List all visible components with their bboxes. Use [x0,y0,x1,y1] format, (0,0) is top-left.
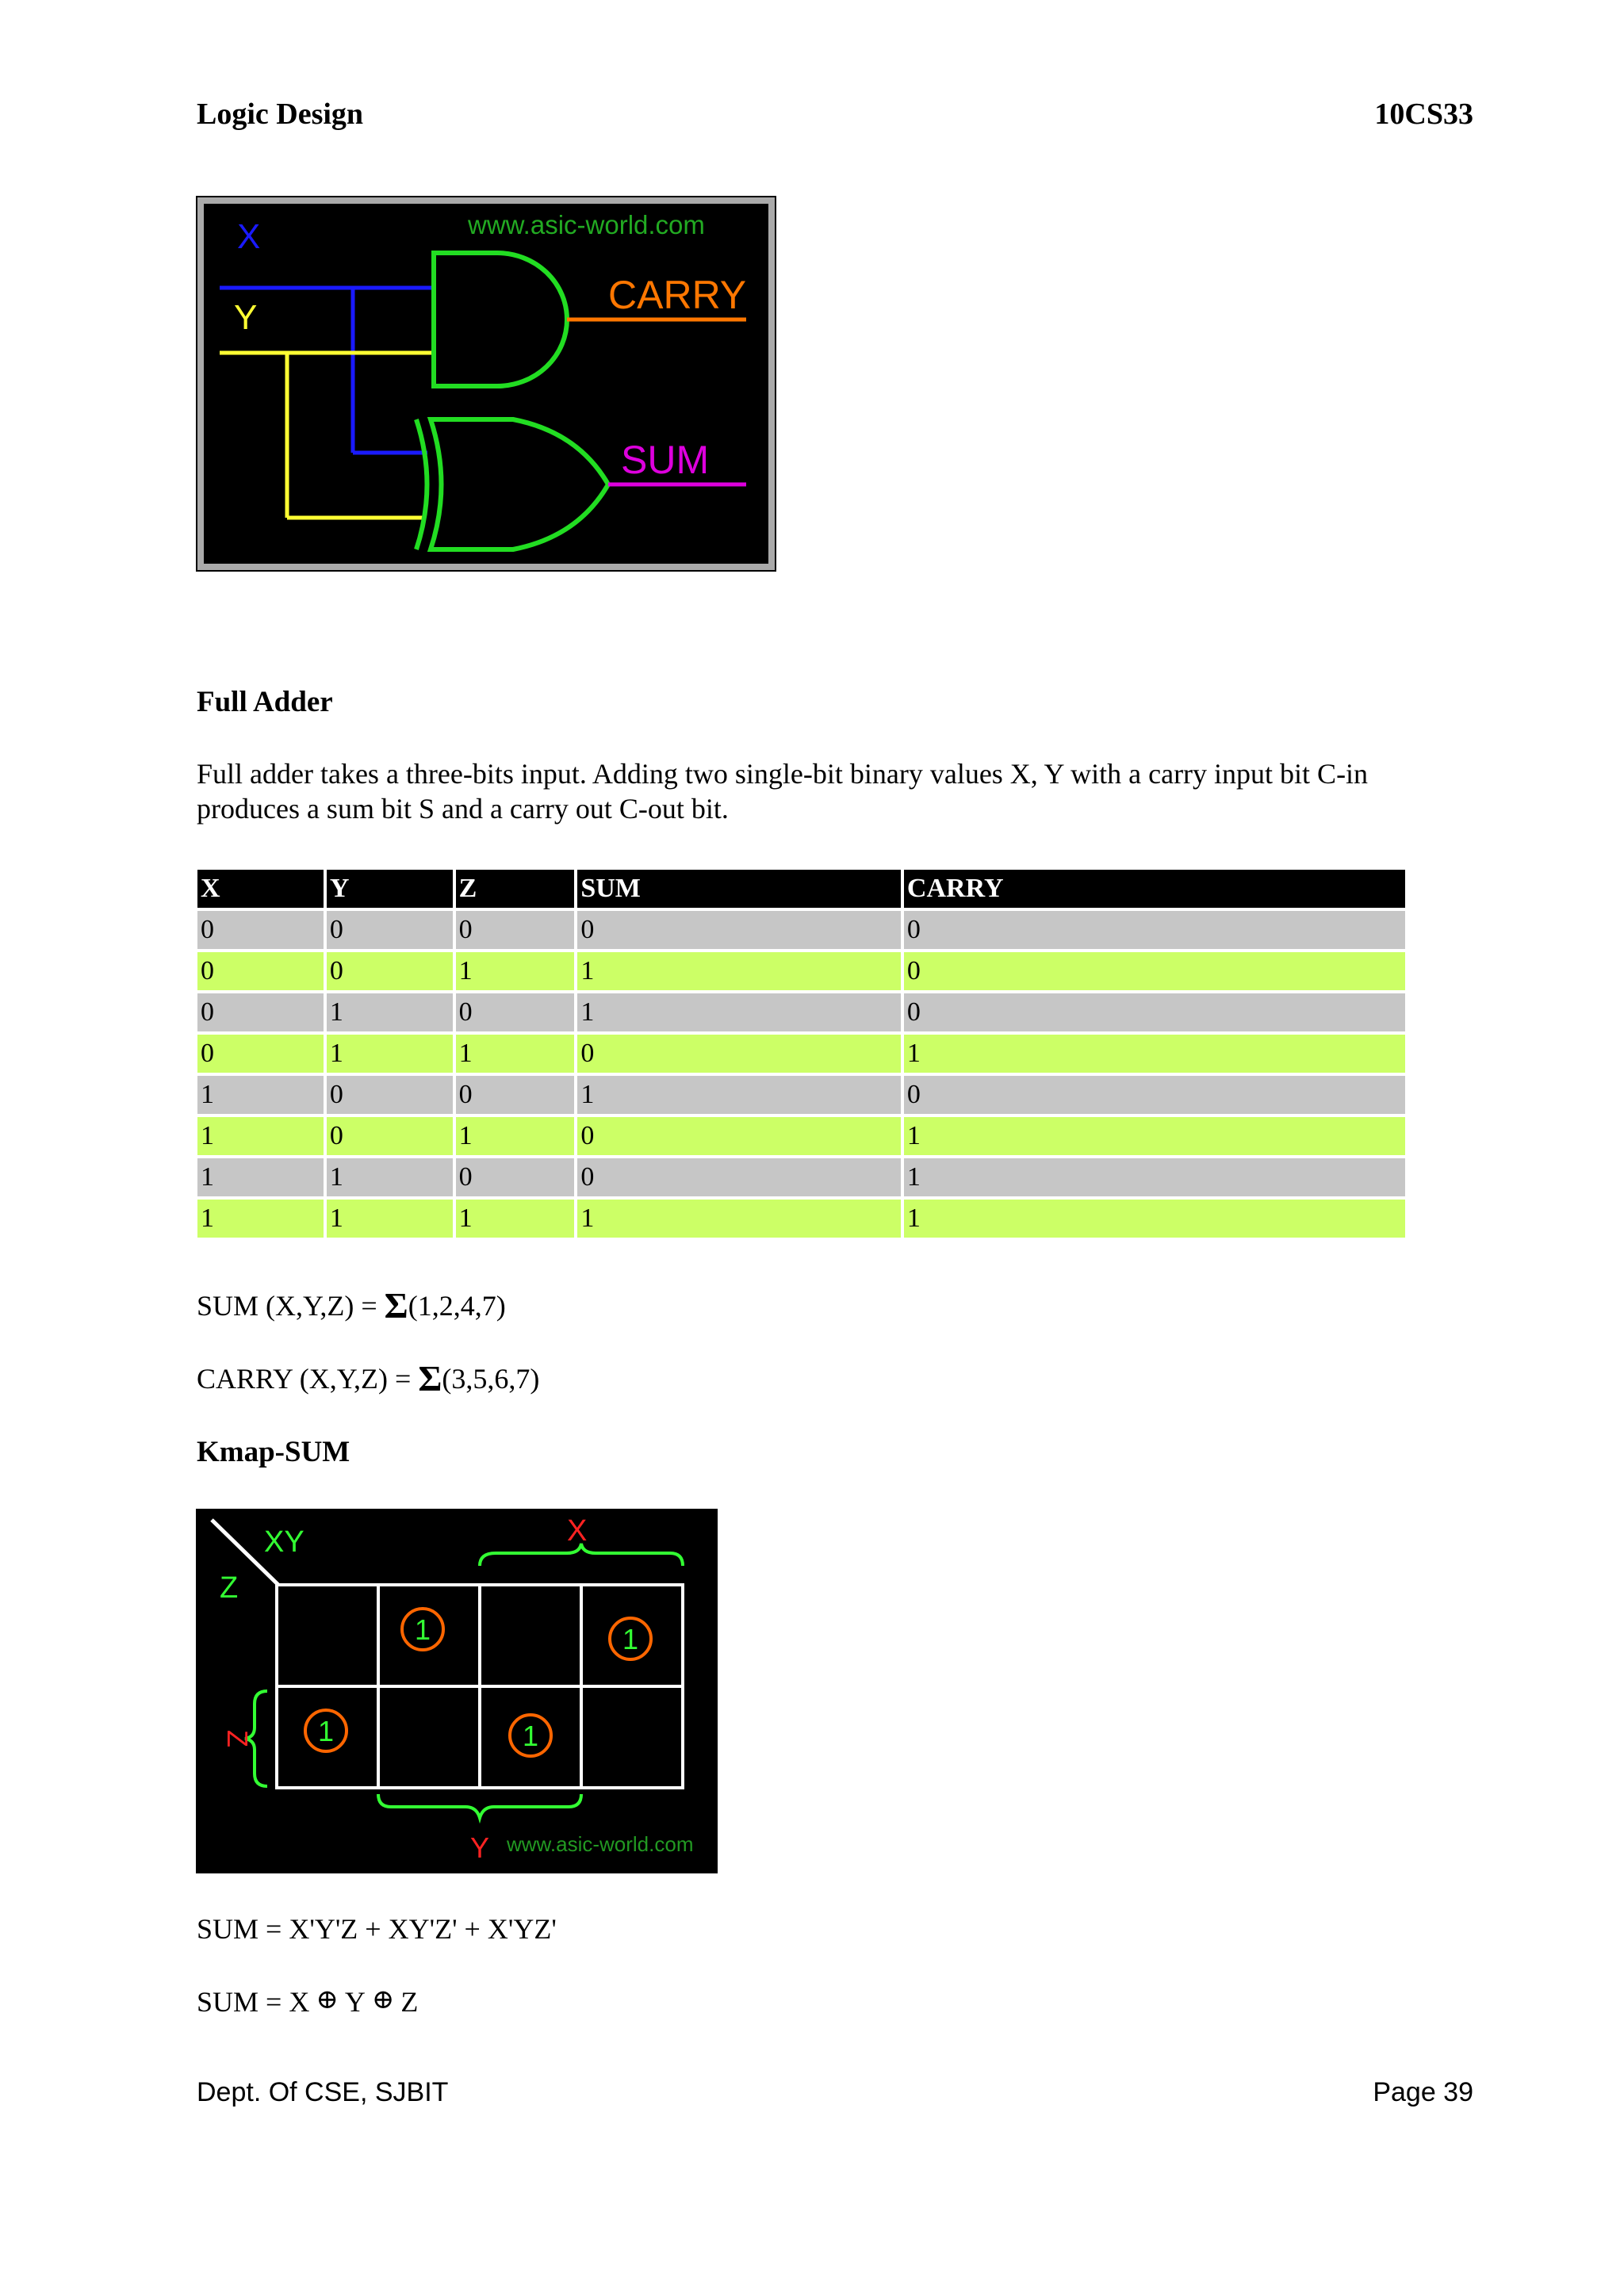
table-row [197,952,1405,990]
header-z: Z [456,870,575,908]
table-cell: 0 [327,1117,453,1155]
table-cell: 0 [904,1076,1405,1114]
table-cell: 0 [456,1076,575,1114]
half-adder-circuit-image [196,196,776,572]
kmap-cell-value: 1 [414,1613,431,1646]
truth-table [194,867,1408,1241]
table-row [197,911,1405,949]
table-cell: 0 [456,993,575,1031]
header-x: X [197,870,324,908]
table-cell: 1 [327,1035,453,1073]
table-cell: 0 [327,952,453,990]
table-cell: 0 [577,1158,901,1196]
table-cell: 1 [327,993,453,1031]
table-cell: 0 [327,911,453,949]
y-wire [220,353,434,518]
and-gate [434,253,567,386]
xor-gate [416,419,608,549]
carry-minterm-equation [197,1357,539,1399]
sum-eq-terms: (1,2,4,7) [408,1290,506,1322]
table-cell: 1 [197,1158,324,1196]
kmap-y-label: Y [469,1831,490,1864]
kmap-watermark: www.asic-world.com [507,1832,694,1856]
table-cell: 1 [197,1076,324,1114]
table-cell: 1 [197,1200,324,1238]
kmap-cell-value: 1 [522,1720,539,1752]
table-cell: 0 [197,1035,324,1073]
table-cell: 1 [904,1158,1405,1196]
kmap-cell-r0c3 [610,1618,651,1659]
truth-table-header-row [197,870,1405,908]
table-cell: 1 [577,1076,901,1114]
table-cell: 0 [456,911,575,949]
kmap-grid [277,1585,683,1788]
header-y: Y [327,870,453,908]
kmap-z-label: Z [220,1571,239,1605]
circuit-watermark: www.asic-world.com [468,210,705,239]
table-cell: 1 [456,1117,575,1155]
full-adder-description: Full adder takes a three-bits input. Adding two single-bit binary values X, Y with a carry input bit C-in produces a sum bit S and a carry out C-out bit. [197,758,1369,825]
carry-label: CARRY [608,273,747,317]
xor-mid: Y [344,1986,366,2018]
table-cell: 1 [577,1200,901,1238]
table-cell: 0 [904,952,1405,990]
header-title: Logic Design [197,98,364,131]
table-cell: 1 [577,993,901,1031]
table-cell: 0 [456,1158,575,1196]
footer-page-number: Page 39 [1373,2077,1473,2107]
kmap-x-brace [480,1544,683,1566]
table-cell: 0 [577,911,901,949]
kmap-cell-r1c2 [510,1715,551,1756]
table-cell: 0 [197,952,324,990]
table-cell: 0 [577,1035,901,1073]
sigma-icon: Σ [384,1285,408,1326]
carry-eq-prefix: CARRY (X,Y,Z) = [197,1363,419,1395]
table-cell: 1 [904,1117,1405,1155]
table-cell: 1 [904,1200,1405,1238]
kmap-sum-heading: Kmap-SUM [197,1436,350,1468]
kmap-cell-r0c1 [402,1609,443,1650]
sum-label: SUM [621,438,710,482]
kmap-cell-value: 1 [317,1715,335,1747]
kmap-cell-value: 1 [622,1623,639,1655]
table-row [197,993,1405,1031]
table-cell: 1 [456,952,575,990]
kmap-xy-label: XY [264,1525,304,1559]
footer-department: Dept. Of CSE, SJBIT [197,2077,449,2107]
header-course-code: 10CS33 [1374,98,1473,131]
table-row [197,1117,1405,1155]
table-cell: 1 [197,1117,324,1155]
table-cell: 1 [327,1200,453,1238]
header-sum: SUM [577,870,901,908]
circuit-diagram [196,196,776,572]
kmap-y-brace [378,1794,581,1818]
table-cell: 1 [327,1158,453,1196]
xor-end: Z [400,1986,419,2018]
sum-xor-expression [197,1984,418,2019]
kmap-z-side-label: Z [221,1730,254,1747]
full-adder-heading: Full Adder [197,686,333,718]
table-row [197,1158,1405,1196]
sigma-icon: Σ [418,1358,442,1399]
table-cell: 1 [577,952,901,990]
kmap-cell-r1c0 [305,1710,347,1751]
input-y-label: Y [234,298,258,337]
carry-eq-terms: (3,5,6,7) [442,1363,540,1395]
table-row [197,1076,1405,1114]
table-cell: 1 [904,1035,1405,1073]
header-carry: CARRY [904,870,1405,908]
table-row [197,1200,1405,1238]
sum-eq-prefix: SUM (X,Y,Z) = [197,1290,385,1322]
table-cell: 1 [456,1035,575,1073]
sum-sop-expression: SUM = X'Y'Z + XY'Z' + X'YZ' [197,1913,557,1945]
kmap-diagram [196,1509,718,1873]
table-cell: 1 [456,1200,575,1238]
kmap-sum-image [196,1509,718,1873]
table-cell: 0 [327,1076,453,1114]
table-cell: 0 [197,993,324,1031]
table-cell: 0 [904,911,1405,949]
xor-icon: ⊕ [371,1985,395,2015]
input-x-label: X [237,217,261,256]
sum-minterm-equation [197,1284,506,1326]
table-cell: 0 [197,911,324,949]
table-cell: 0 [904,993,1405,1031]
xor-prefix: SUM = X [197,1986,310,2018]
kmap-x-label: X [567,1514,588,1548]
table-cell: 0 [577,1117,901,1155]
xor-icon: ⊕ [316,1985,339,2015]
table-row [197,1035,1405,1073]
